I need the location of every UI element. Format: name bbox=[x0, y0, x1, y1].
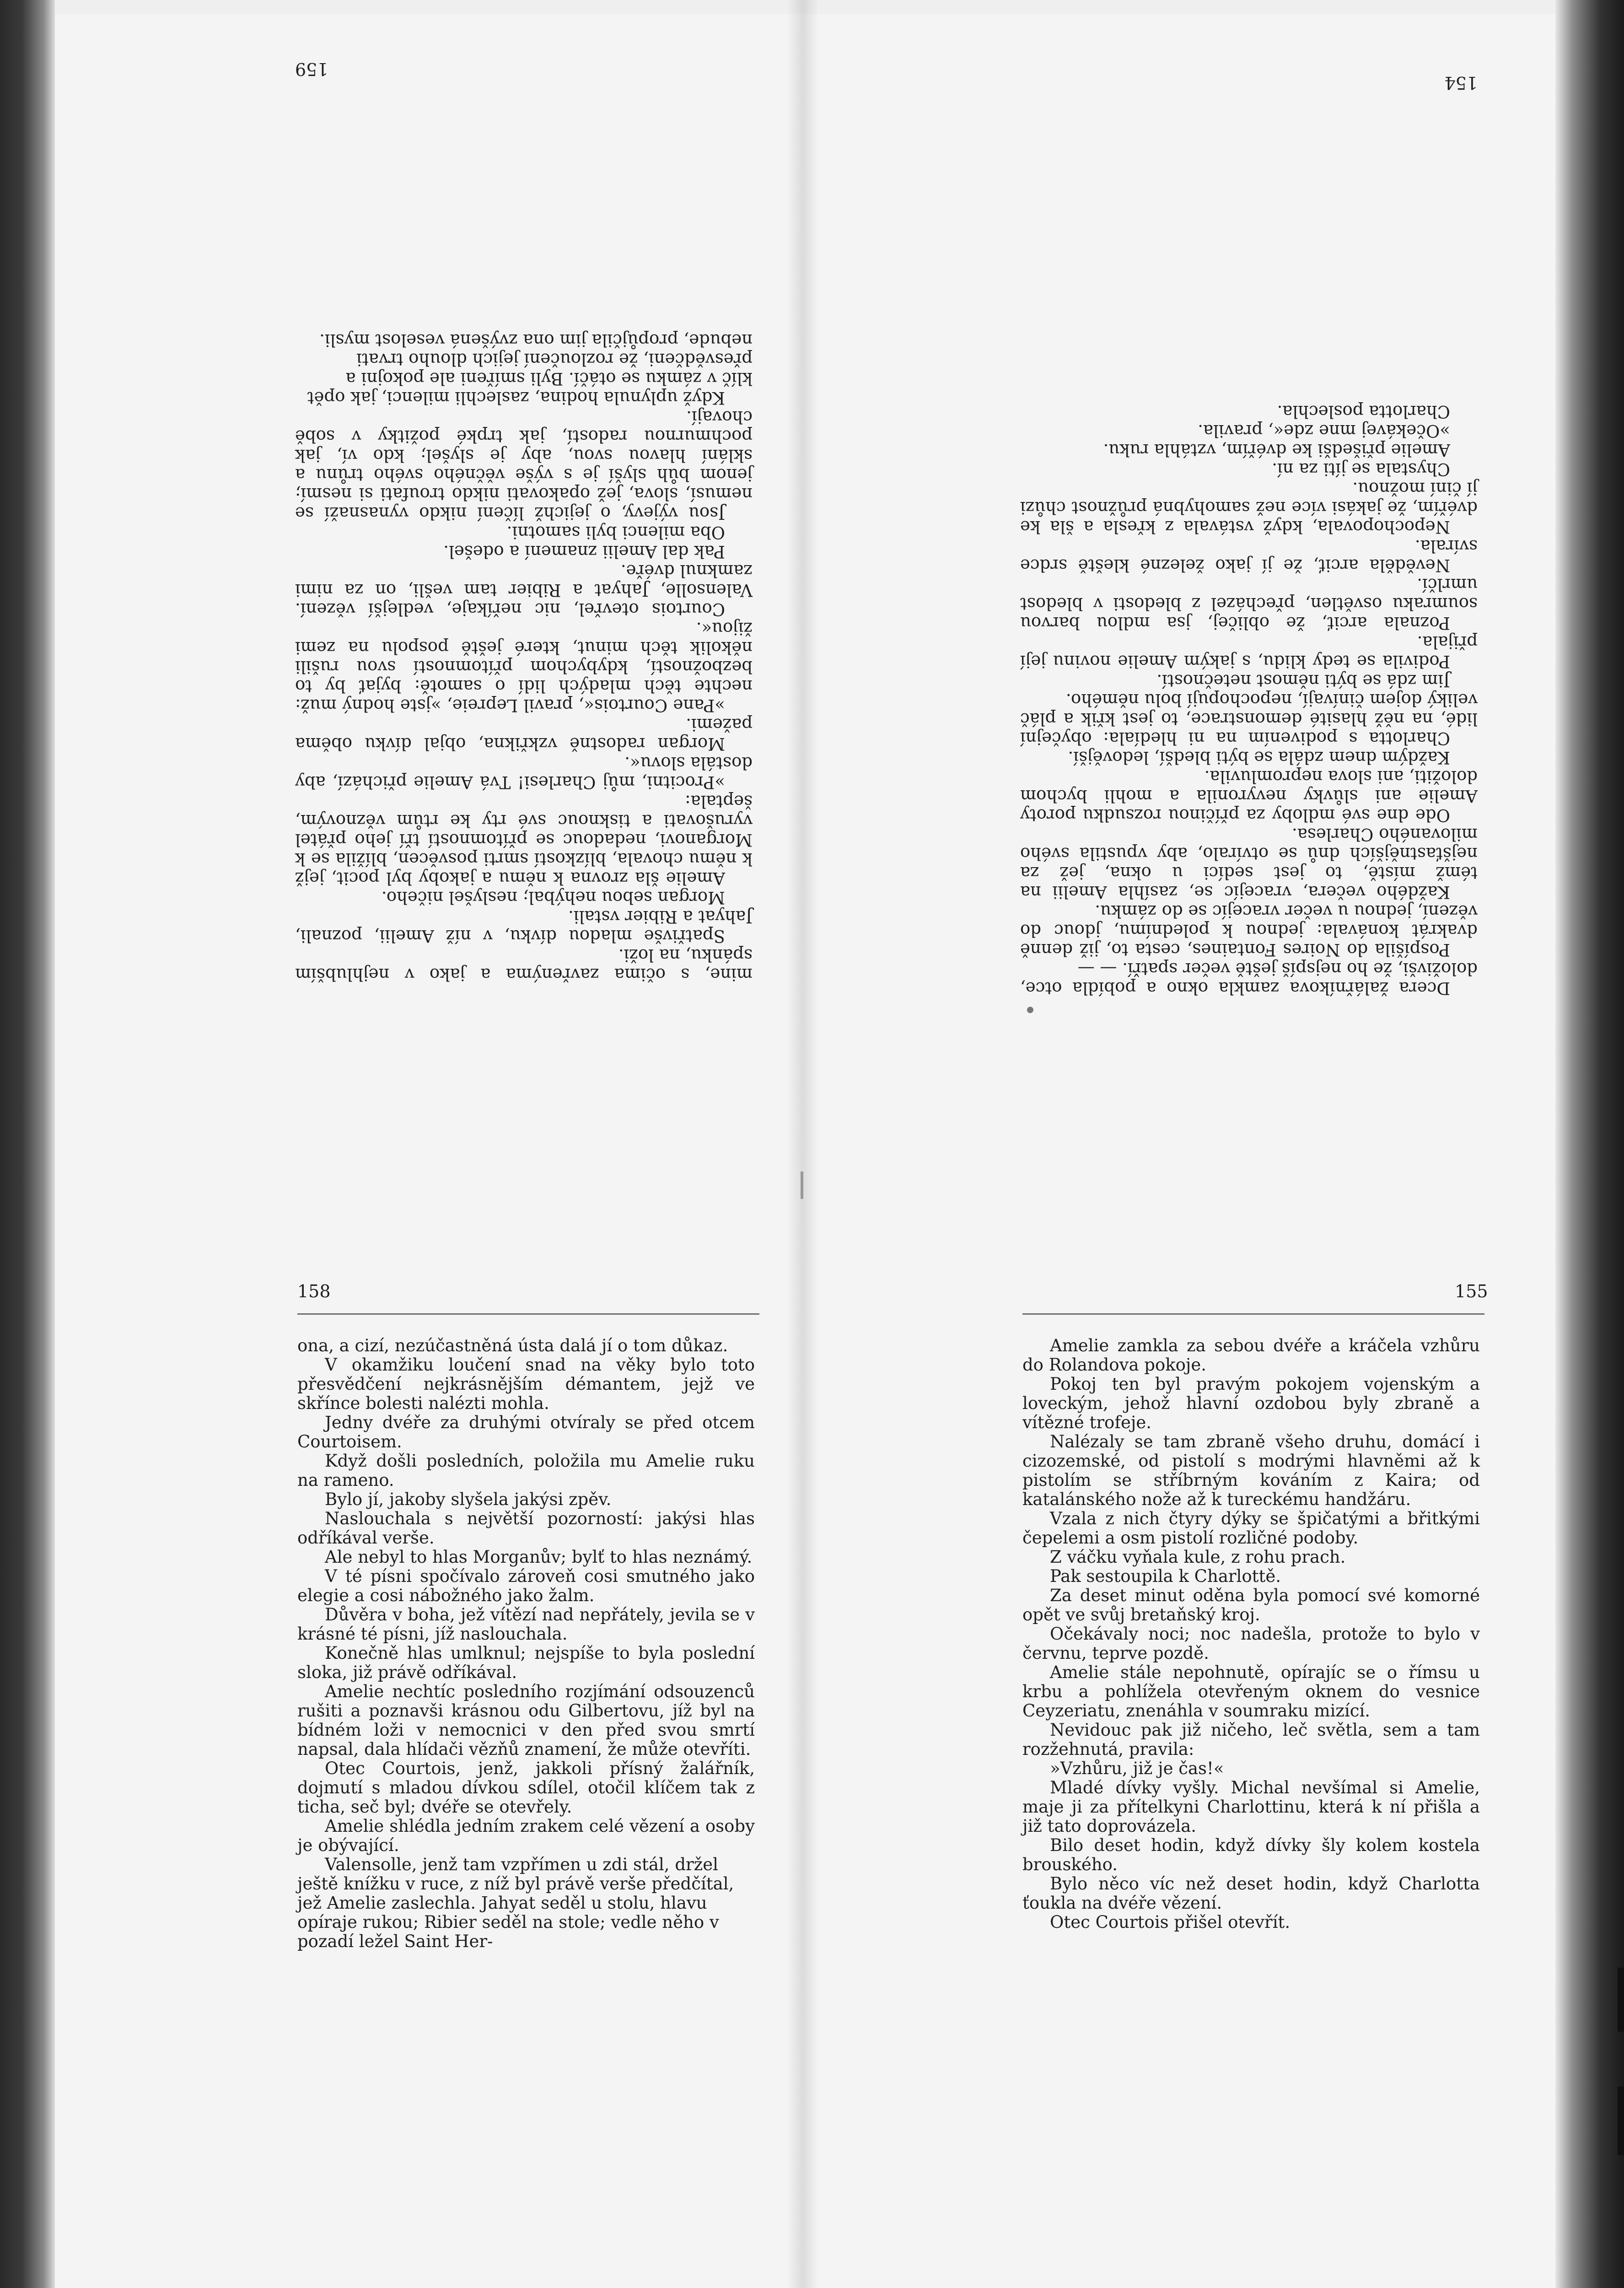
paragraph: Poznala arciť, že obličej, jsa mdlou barvou soumraku osvětlen, přecházel z bledosti v bledost umrlčí. bbox=[1020, 575, 1478, 633]
paragraph: Jedny dvéře za druhými otvíraly se před otcem Courtoisem. bbox=[297, 1413, 755, 1452]
paragraph: Charlotta s podivením na ni hledíala: obyčejní lidé, na něž hlasité demonstrace, to jest křik a pláč veliký dojem činívají, nepochopují bolu němého. bbox=[1020, 690, 1478, 748]
paragraph: »Vzhůru, již je čas!« bbox=[1050, 1759, 1224, 1778]
paragraph: Otec Courtois, jenž, jakkoli přísný žalářník, dojmutí s mladou dívkou sdílel, otočil klíčem tak z ticha, seč byl; dvéře se otevřely. bbox=[297, 1759, 755, 1817]
paragraph: Konečně hlas umlknul; nejspíše to byla poslední sloka, již právě odříkával. bbox=[297, 1643, 755, 1682]
paragraph: Nevidouc pak již ničeho, leč světla, sem a tam rozžehnutá, pravila: bbox=[1022, 1720, 1480, 1759]
paragraph: Amelie šla zrovna k němu a jakoby byl pocit, jejž k němu chovala, blízkostí smrti posvěcen, blížila se k Morganovi, nedadouc se přítomností tří jeho přátel vyrušovati a tisknouc své rty ke rtům věznovým, šeptala: bbox=[295, 792, 753, 888]
paragraph: Podivila se tedy klidu, s jakým Amelie novinu její přijala. bbox=[1020, 632, 1478, 671]
scan-left-edge bbox=[0, 0, 55, 2288]
paragraph: Charlotta poslechla. bbox=[1277, 402, 1450, 421]
paragraph: Za deset minut oděna byla pomocí své komorné opět ve svůj bretaňský kroj. bbox=[1022, 1586, 1480, 1624]
header-rule bbox=[297, 1313, 759, 1315]
center-fold bbox=[787, 0, 819, 2288]
paragraph: Bilo deset hodin, když dívky šly kolem kostela brouského. bbox=[1022, 1835, 1480, 1874]
page-text bbox=[295, 330, 753, 984]
paragraph: Když došli posledních, položila mu Amelie ruku na rameno. bbox=[297, 1451, 755, 1490]
edge-mark bbox=[1618, 1968, 1624, 2032]
paragraph: Vzala z nich čtyry dýky se špičatými a břitkými čepelemi a osm pistolí rozličné podoby. bbox=[1022, 1509, 1480, 1548]
paragraph: Pak sestoupila k Charlottě. bbox=[1050, 1566, 1281, 1586]
paragraph: Mladé dívky vyšly. Michal nevšímal si Amelie, maje ji za přítelkyni Charlottinu, která k ní přišla a již tato doprovázela. bbox=[1022, 1778, 1480, 1836]
paragraph: Pak dal Amelii znamení a odešel. bbox=[443, 542, 725, 561]
paragraph: Oba milenci byli samotni. bbox=[506, 523, 725, 542]
page-number-158: 158 bbox=[297, 1281, 331, 1301]
page-number: 154 bbox=[1444, 73, 1478, 93]
paragraph: Amelie nechtíc posledního rozjímání odsouzenců rušiti a poznavši krásnou odu Gilbertovu, jíž byl na bídném loži v nemocnici v den před svou smrtí napsal, dala hlídači vězňů znamení, že může otevříti. bbox=[297, 1682, 755, 1759]
paragraph: Ale nebyl to hlas Morganův; bylť to hlas neznámý. bbox=[325, 1547, 753, 1567]
page-158 bbox=[297, 1336, 755, 1951]
paragraph: Bylo něco víc než deset hodin, když Charlotta ťoukla na dvéře vězení. bbox=[1022, 1874, 1480, 1913]
paragraph: Očekávaly noci; noc nadešla, protože to bylo v červnu, teprve pozdě. bbox=[1022, 1624, 1480, 1663]
paragraph: Naslouchala s největší pozorností: jakýsi hlas odříkával verše. bbox=[297, 1509, 755, 1548]
paragraph: Z váčku vyňala kule, z rohu prach. bbox=[1050, 1547, 1346, 1567]
paragraph: Spatřivše mladou dívku, v níž Amelii, poznali, Jahyat a Ribier vstali. bbox=[295, 907, 753, 946]
paragraph: Důvěra v boha, jež vítězí nad nepřátely, jevila se v krásné té písni, jíž naslouchala. bbox=[297, 1605, 755, 1644]
ink-mark bbox=[801, 1171, 803, 1199]
paragraph: Jsou výjevy, o jejichž líčení nikdo vynasnaží se nemusí, slova, jež opakovati nikdo troufati si nesmí; jenom bůh slyší je s výše věčného svého trůnu a sklání hlavou svou, aby je slyšel; kdo ví, jak pochmurnou radostí, jak trpké požitky v sobě chovají. bbox=[295, 407, 753, 523]
paragraph: »Očekávej mne zde«, pravila. bbox=[1198, 421, 1450, 441]
paragraph: Každým dnem zdála se býti bledší, ledovější. bbox=[1068, 748, 1450, 767]
edge-mark bbox=[1618, 2087, 1624, 2155]
paragraph: Jim zdá se býti němost netečností. bbox=[1156, 671, 1450, 691]
paragraph: Amelie přišedši ke dvéřím, vztáhla ruku. bbox=[1103, 440, 1450, 460]
page-159 bbox=[295, 59, 753, 984]
paragraph: Chystala se jíti za ní. bbox=[1272, 459, 1450, 479]
scan-right-edge bbox=[1555, 0, 1624, 2288]
paragraph: Morgan sebou nehýbal; neslyšel ničeho. bbox=[381, 888, 725, 907]
paragraph: Nepochopovala, když vstávala z křesla a šla ke dvéřím, že jakási více než samohybná průžnost chůzi jí činí možnou. bbox=[1020, 479, 1478, 537]
ink-dot bbox=[1027, 1007, 1033, 1013]
paragraph: Nalézaly se tam zbraně všeho druhu, domácí i cizozemské, od pistolí s modrými hlavněmi až k pistolím se stříbrným kováním z Kaira; od katalánského nože až k tureckému handžáru. bbox=[1022, 1432, 1480, 1509]
paragraph: Bylo jí, jakoby slyšela jakýsi zpěv. bbox=[325, 1489, 612, 1509]
paragraph: Amelie zamkla za sebou dvéře a kráčela vzhůru do Rolandova pokoje. bbox=[1022, 1336, 1480, 1375]
page-number: 159 bbox=[295, 59, 328, 79]
paragraph: Valensolle, jenž tam vzpřímen u zdi stál, držel ještě knížku v ruce, z níž byl právě verše předčítal, jež Amelie zaslechla. Jahyat seděl u stolu, hlavu opíraje rukou; Ribier seděl na stole; vedle něho v pozadí ležel Saint Her- bbox=[297, 1855, 734, 1951]
paragraph: Nevěděla arciť, že jí jako železné kleště srdce svírala. bbox=[1020, 536, 1478, 575]
header-rule bbox=[1022, 1313, 1484, 1315]
paragraph: »Pane Courtois«, pravil Lepreie, »jste hodný muž: nechte těch mladých lidí o samotě: byjať by to bezbožností, kdybychom přítomností svou rušili několik těch minut, které ještě pospolu na zemi žijou«. bbox=[295, 619, 753, 715]
paragraph: Pokoj ten byl pravým pokojem vojenským a loveckým, jehož hlavní ozdobou byly zbraně a vítězné trofeje. bbox=[1022, 1374, 1480, 1432]
paragraph: V té písni spočívalo zároveň cosi smutného jako elegie a cosi nábožného jako žalm. bbox=[297, 1566, 755, 1605]
page-155 bbox=[1022, 1336, 1480, 1932]
page-text bbox=[1020, 402, 1478, 998]
page-number-155: 155 bbox=[1455, 1281, 1488, 1301]
paragraph: Courtois otevřel, nic neříkaje, vedlejší vězení. Valensolle, Jahyat a Ribier tam vešli, on za nimi zamknul dvéře. bbox=[295, 561, 753, 619]
page-text bbox=[297, 1336, 755, 1951]
paragraph: mine, s očima zavřenýma a jako v nejhlubším spánku, na loži. bbox=[295, 945, 753, 984]
page-text bbox=[1022, 1336, 1480, 1932]
paragraph: Amelie stále nepohnutě, opírajíc se o římsu u krbu a pohlížela otevřeným oknem do vesnice Ceyzeriatu, znenáhla v soumraku mizící. bbox=[1022, 1662, 1480, 1721]
paragraph: V okamžiku loučení snad na věky bylo toto přesvědčení nejkrásnějším démantem, jejž ve skřínce bolesti nalézti mohla. bbox=[297, 1355, 755, 1413]
paragraph: Ode dne své mdloby za příčinou rozsudku poroty Amelie ani slůvky nevyronila a mohli bychom doložiti, ani slova nepromluvila. bbox=[1020, 767, 1478, 825]
paragraph: ona, a cizí, nezúčastněná ústa dalá jí o tom důkaz. bbox=[297, 1336, 728, 1355]
paragraph: Když uplynula hodina, zaslechli milenci, jak opět klíč v zámku se otáčí. Byli smířeni ale pokojni a přesvědčeni, že rozloučení jejich dlouho trvati nebude, propůjčila jim ona zvýšená veselost mysli. bbox=[307, 330, 753, 408]
paragraph: Amelie shlédla jedním zrakem celé vězení a osoby je obývající. bbox=[297, 1816, 755, 1855]
paragraph: Pospíšila do Noires Fontaines, cesta to, již denně dvakrát konávala: jednou k polednímu, jdouc do vězení, jednou u večer vracejíc se do zámku. bbox=[1020, 901, 1478, 960]
page-154 bbox=[1020, 73, 1478, 998]
paragraph: Otec Courtois přišel otevřít. bbox=[1050, 1912, 1291, 1932]
paragraph: Dcera žalářníkova zamkla okno a pobídla otce, doloživši, že ho nejspíš ještě večer spatří. — — bbox=[1020, 959, 1478, 998]
paragraph: Morgan radostně vzkřikna, objal dívku oběma pažemi. bbox=[295, 715, 753, 754]
paragraph: »Procitni, můj Charlesi! Tvá Amelie přichází, aby dostála slovu«. bbox=[295, 753, 753, 792]
paragraph: Každého večera, vracejíc se, zasíhla Amelii na témž místě, to jest sedíci u okna, jež za nejšťastnějších dnů se otvíralo, aby vpustila svého milovaného Charlesa. bbox=[1020, 825, 1478, 902]
